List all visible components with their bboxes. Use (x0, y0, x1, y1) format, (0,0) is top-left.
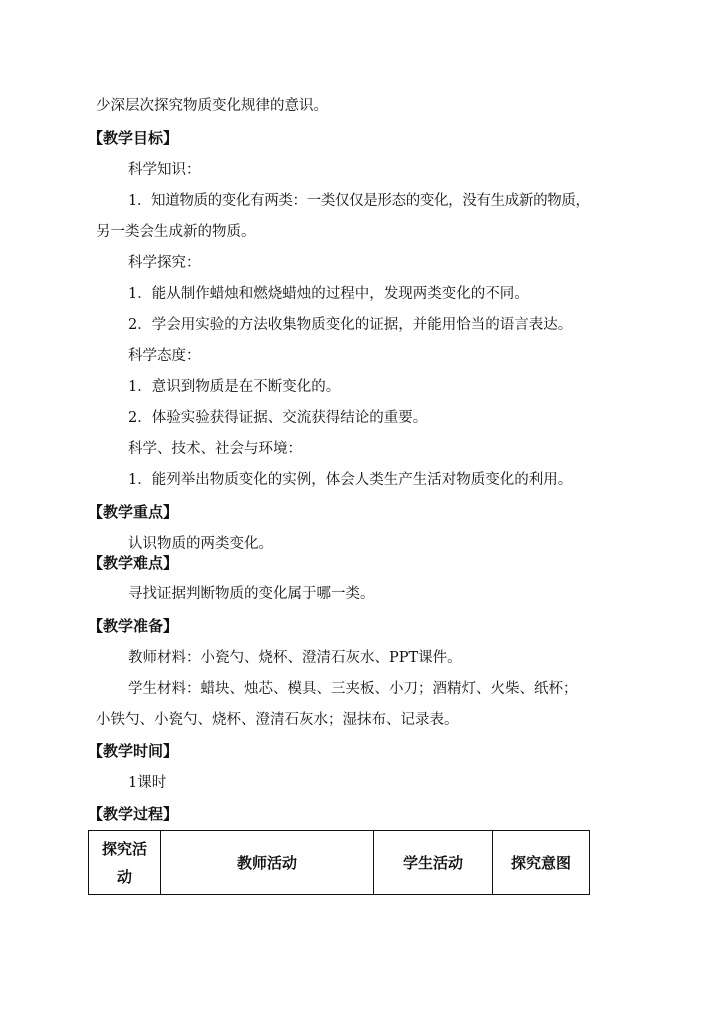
prep-student-materials-cont: 小铁勺、小瓷勺、烧杯、澄清石灰水；湿抹布、记录表。 (96, 712, 459, 728)
subheading-stse: 科学、技术、社会与环境： (128, 441, 302, 457)
heading-key-points: 【教学重点】 (88, 503, 179, 521)
heading-teaching-goals: 【教学目标】 (88, 129, 179, 147)
header-teacher-activity: 教师活动 (161, 831, 374, 895)
heading-preparation: 【教学准备】 (88, 617, 179, 635)
goal-stse-1: 1．能列举出物质变化的实例，体会人类生产生活对物质变化的利用。 (128, 472, 573, 488)
subheading-science-inquiry: 科学探究： (128, 255, 201, 271)
difficulties-text: 寻找证据判断物质的变化属于哪一类。 (128, 586, 375, 602)
heading-process: 【教学过程】 (88, 805, 179, 823)
key-points-text: 认识物质的两类变化。 (128, 536, 273, 552)
goal-knowledge-1: 1．知道物质的变化有两类：一类仅仅是形态的变化，没有生成新的物质， (128, 193, 590, 209)
header-inquiry-activity-line1: 探究活 (101, 839, 147, 858)
paragraph-intro-end: 少深层次探究物质变化规律的意识。 (96, 98, 328, 114)
header-inquiry-activity-line2: 动 (116, 867, 132, 886)
goal-inquiry-2: 2．学会用实验的方法收集物质变化的证据，并能用恰当的语言表达。 (128, 317, 573, 333)
subheading-science-attitude: 科学态度： (128, 348, 201, 364)
heading-difficulties: 【教学难点】 (88, 554, 179, 572)
subheading-science-knowledge: 科学知识： (128, 162, 201, 178)
time-text: 1课时 (128, 775, 167, 791)
header-inquiry-intent: 探究意图 (493, 831, 590, 895)
table-header-row (89, 831, 590, 895)
heading-time: 【教学时间】 (88, 742, 179, 760)
header-inquiry-activity (89, 831, 161, 895)
goal-inquiry-1: 1．能从制作蜡烛和燃烧蜡烛的过程中，发现两类变化的不同。 (128, 286, 529, 302)
prep-student-materials: 学生材料：蜡块、烛芯、模具、三夹板、小刀；酒精灯、火柴、纸杯； (128, 681, 578, 697)
goal-attitude-1: 1．意识到物质是在不断变化的。 (128, 379, 341, 395)
prep-teacher-materials: 教师材料：小瓷勺、烧杯、澄清石灰水、PPT课件。 (128, 650, 462, 666)
goal-knowledge-1-cont: 另一类会生成新的物质。 (96, 224, 256, 240)
teaching-process-table (88, 830, 590, 895)
header-student-activity: 学生活动 (374, 831, 493, 895)
goal-attitude-2: 2．体验实验获得证据、交流获得结论的重要。 (128, 410, 428, 426)
